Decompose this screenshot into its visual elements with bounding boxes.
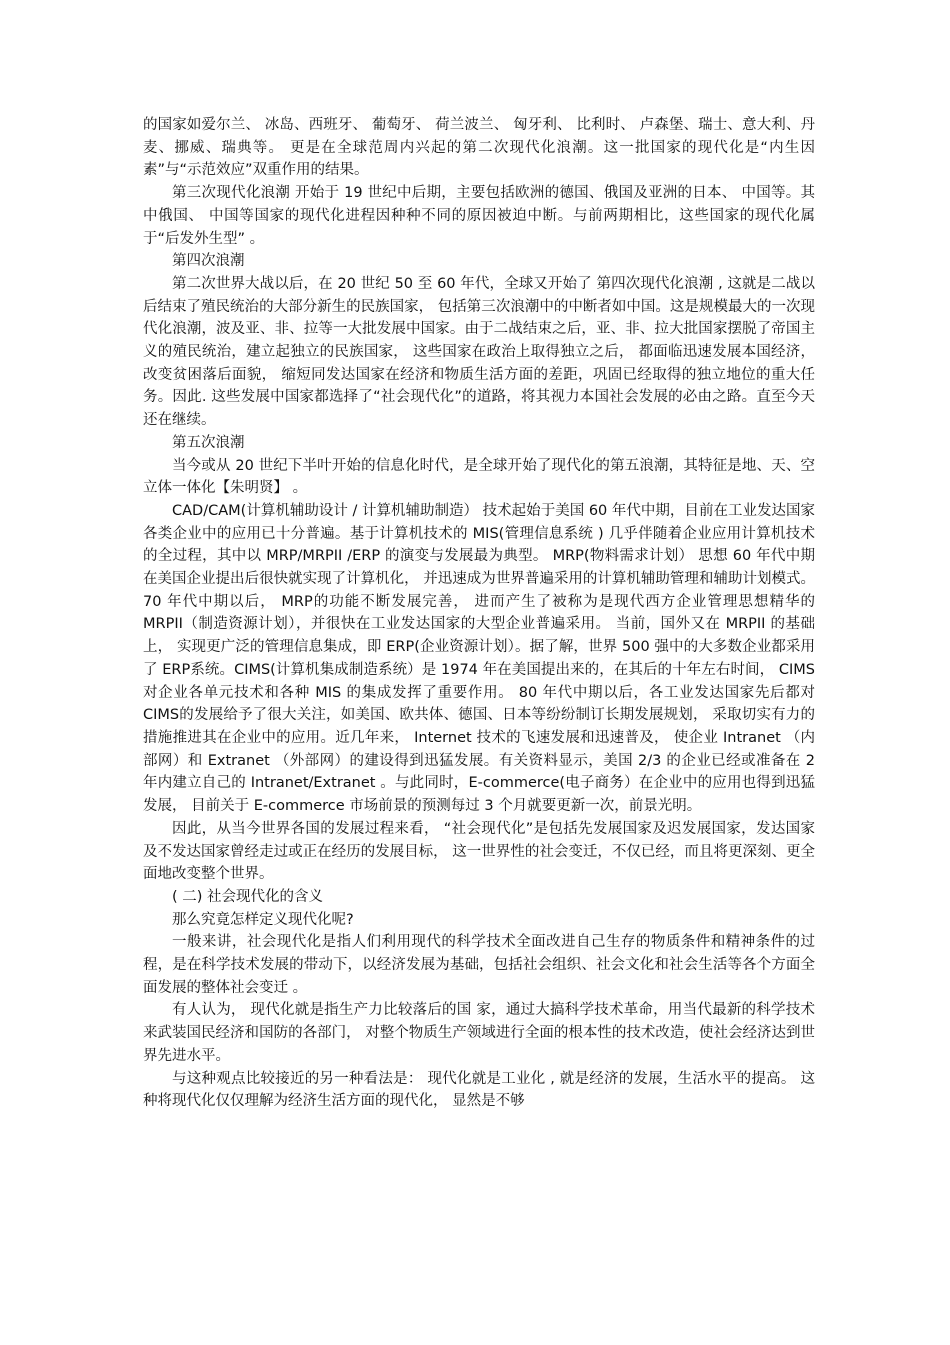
paragraph-view-one: 有人认为， 现代化就是指生产力比较落后的国 家，通过大搞科学技术革命，用当代最新的科学技术来武装国民经济和国防的各部门， 对整个物质生产领域进行全面的根本性的技术改造，使社会经济达到世界先进水平。 (143, 1002, 815, 1064)
paragraph-definition: 一般来讲，社会现代化是指人们利用现代的科学技术全面改进自己生存的物质条件和精神条件的过程，是在科学技术发展的带动下，以经济发展为基础，包括社会组织、社会文化和社会生活等各个方面全面发展的整体社会变迁 。 (143, 934, 815, 996)
heading-fourth-wave: 第四次浪潮 (172, 253, 245, 270)
heading-modernization-meaning: ( 二) 社会现代化的含义 (172, 888, 324, 905)
document-body (143, 114, 815, 1113)
heading-fifth-wave: 第五次浪潮 (172, 434, 245, 451)
paragraph-second-wave: 的国家如爱尔兰、 冰岛、西班牙、 葡萄牙、 荷兰波兰、 匈牙利、 比利时、 卢森堡、瑞士、意大利、丹麦、挪威、瑞典等。 更是在全球范周内兴起的第二次现代化浪潮。这一批国家的现代化是“内生因素”与“示范效应”双重作用的结果。 (143, 117, 815, 179)
paragraph-question: 那么究竟怎样定义现代化呢? (172, 911, 354, 928)
paragraph-cad-cam: CAD/CAM(计算机辅助设计 / 计算机辅助制造） 技术起始于美国 60 年代中期，目前在工业发达国家各类企业中的应用已十分普遍。基于计算机技术的 MIS(管理信息系统 ) 几乎伴随着企业应用计算机技术的全过程，其中以 MRP/MRPII /ERP 的演变与发展最为典型。 MRP(物料需求计划） 思想 60 年代中期在美国企业提出后很快就实现了计算机化， 并迅速成为世界普遍采用的计算机辅助管理和辅助计划模式。70 年代中期以后， MRP的功能不断发展完善， 进而产生了被称为是现代西方企业管理思想精华的 MRPII（制造资源计划），并很快在工业发达国家的大型企业普遍采用。 当前，国外又在 MRPII 的基础上， 实现更广泛的管理信息集成，即 ERP(企业资源计划）。据了解，世界 500 强中的大多数企业都采用了 ERP系统。CIMS(计算机集成制造系统）是 1974 年在美国提出来的，在其后的十年左右时间， CIMS对企业各单元技术和各种 MIS 的集成发挥了重要作用。 80 年代中期以后，各工业发达国家先后都对 CIMS的发展给予了很大关注，如美国、欧共体、德国、日本等纷纷制订长期发展规划， 采取切实有力的措施推进其在企业中的应用。近几年来， Internet 技术的飞速发展和迅速普及， 使企业 Intranet （内部网）和 Extranet （外部网）的建设得到迅猛发展。有关资料显示，美国 2/3 的企业已经或准备在 2 年内建立自己的 Intranet/Extranet 。与此同时，E-commerce(电子商务）在企业中的应用也得到迅猛发展， 目前关于 E-commerce 市场前景的预测每过 3 个月就要更新一次，前景光明。 (143, 502, 815, 815)
paragraph-view-two: 与这种观点比较接近的另一种看法是： 现代化就是工业化 , 就是经济的发展，生活水平的提高。 这种将现代化仅仅理解为经济生活方面的现代化， 显然是不够 (143, 1070, 815, 1110)
paragraph-conclusion: 因此，从当今世界各国的发展过程来看， “社会现代化”是包括先发展国家及迟发展国家，发达国家及不发达国家曾经走过或正在经历的发展目标， 这一世界性的社会变迁，不仅已经，而且将更深刻、更全面地改变整个世界。 (143, 820, 815, 883)
paragraph-fourth-wave: 第二次世界大战以后，在 20 世纪 50 至 60 年代，全球又开始了 第四次现代化浪潮 , 这就是二战以后结束了殖民统治的大部分新生的民族国家， 包括第三次浪潮中的中断者如中国。这是规模最大的一次现代化浪潮，波及亚、非、拉等一大批发展中国家。由于二战结束之后，亚、非、拉大批国家摆脱了帝国主义的殖民统治，建立起独立的民族国家， 这些国家在政治上取得独立之后， 都面临迅速发展本国经济， 改变贫困落后面貌， 缩短同发达国家在经济和物质生活方面的差距，巩固已经取得的独立地位的重大任务。因此. 这些发展中国家都选择了“社会现代化”的道路，将其视力本国社会发展的必由之路。直至今天还在继续。 (143, 275, 815, 429)
paragraph-fifth-wave: 当今或从 20 世纪下半叶开始的信息化时代，是全球开始了现代化的第五浪潮，其特征是地、天、空立体一体化【朱明贤】 。 (143, 457, 815, 497)
paragraph-third-wave: 第三次现代化浪潮 开始于 19 世纪中后期，主要包括欧洲的德国、俄国及亚洲的日本、 中国等。其中俄国、 中国等国家的现代化进程因种种不同的原因被迫中断。与前两期相比，这些国家的现代化属于“后发外生型” 。 (143, 185, 815, 247)
